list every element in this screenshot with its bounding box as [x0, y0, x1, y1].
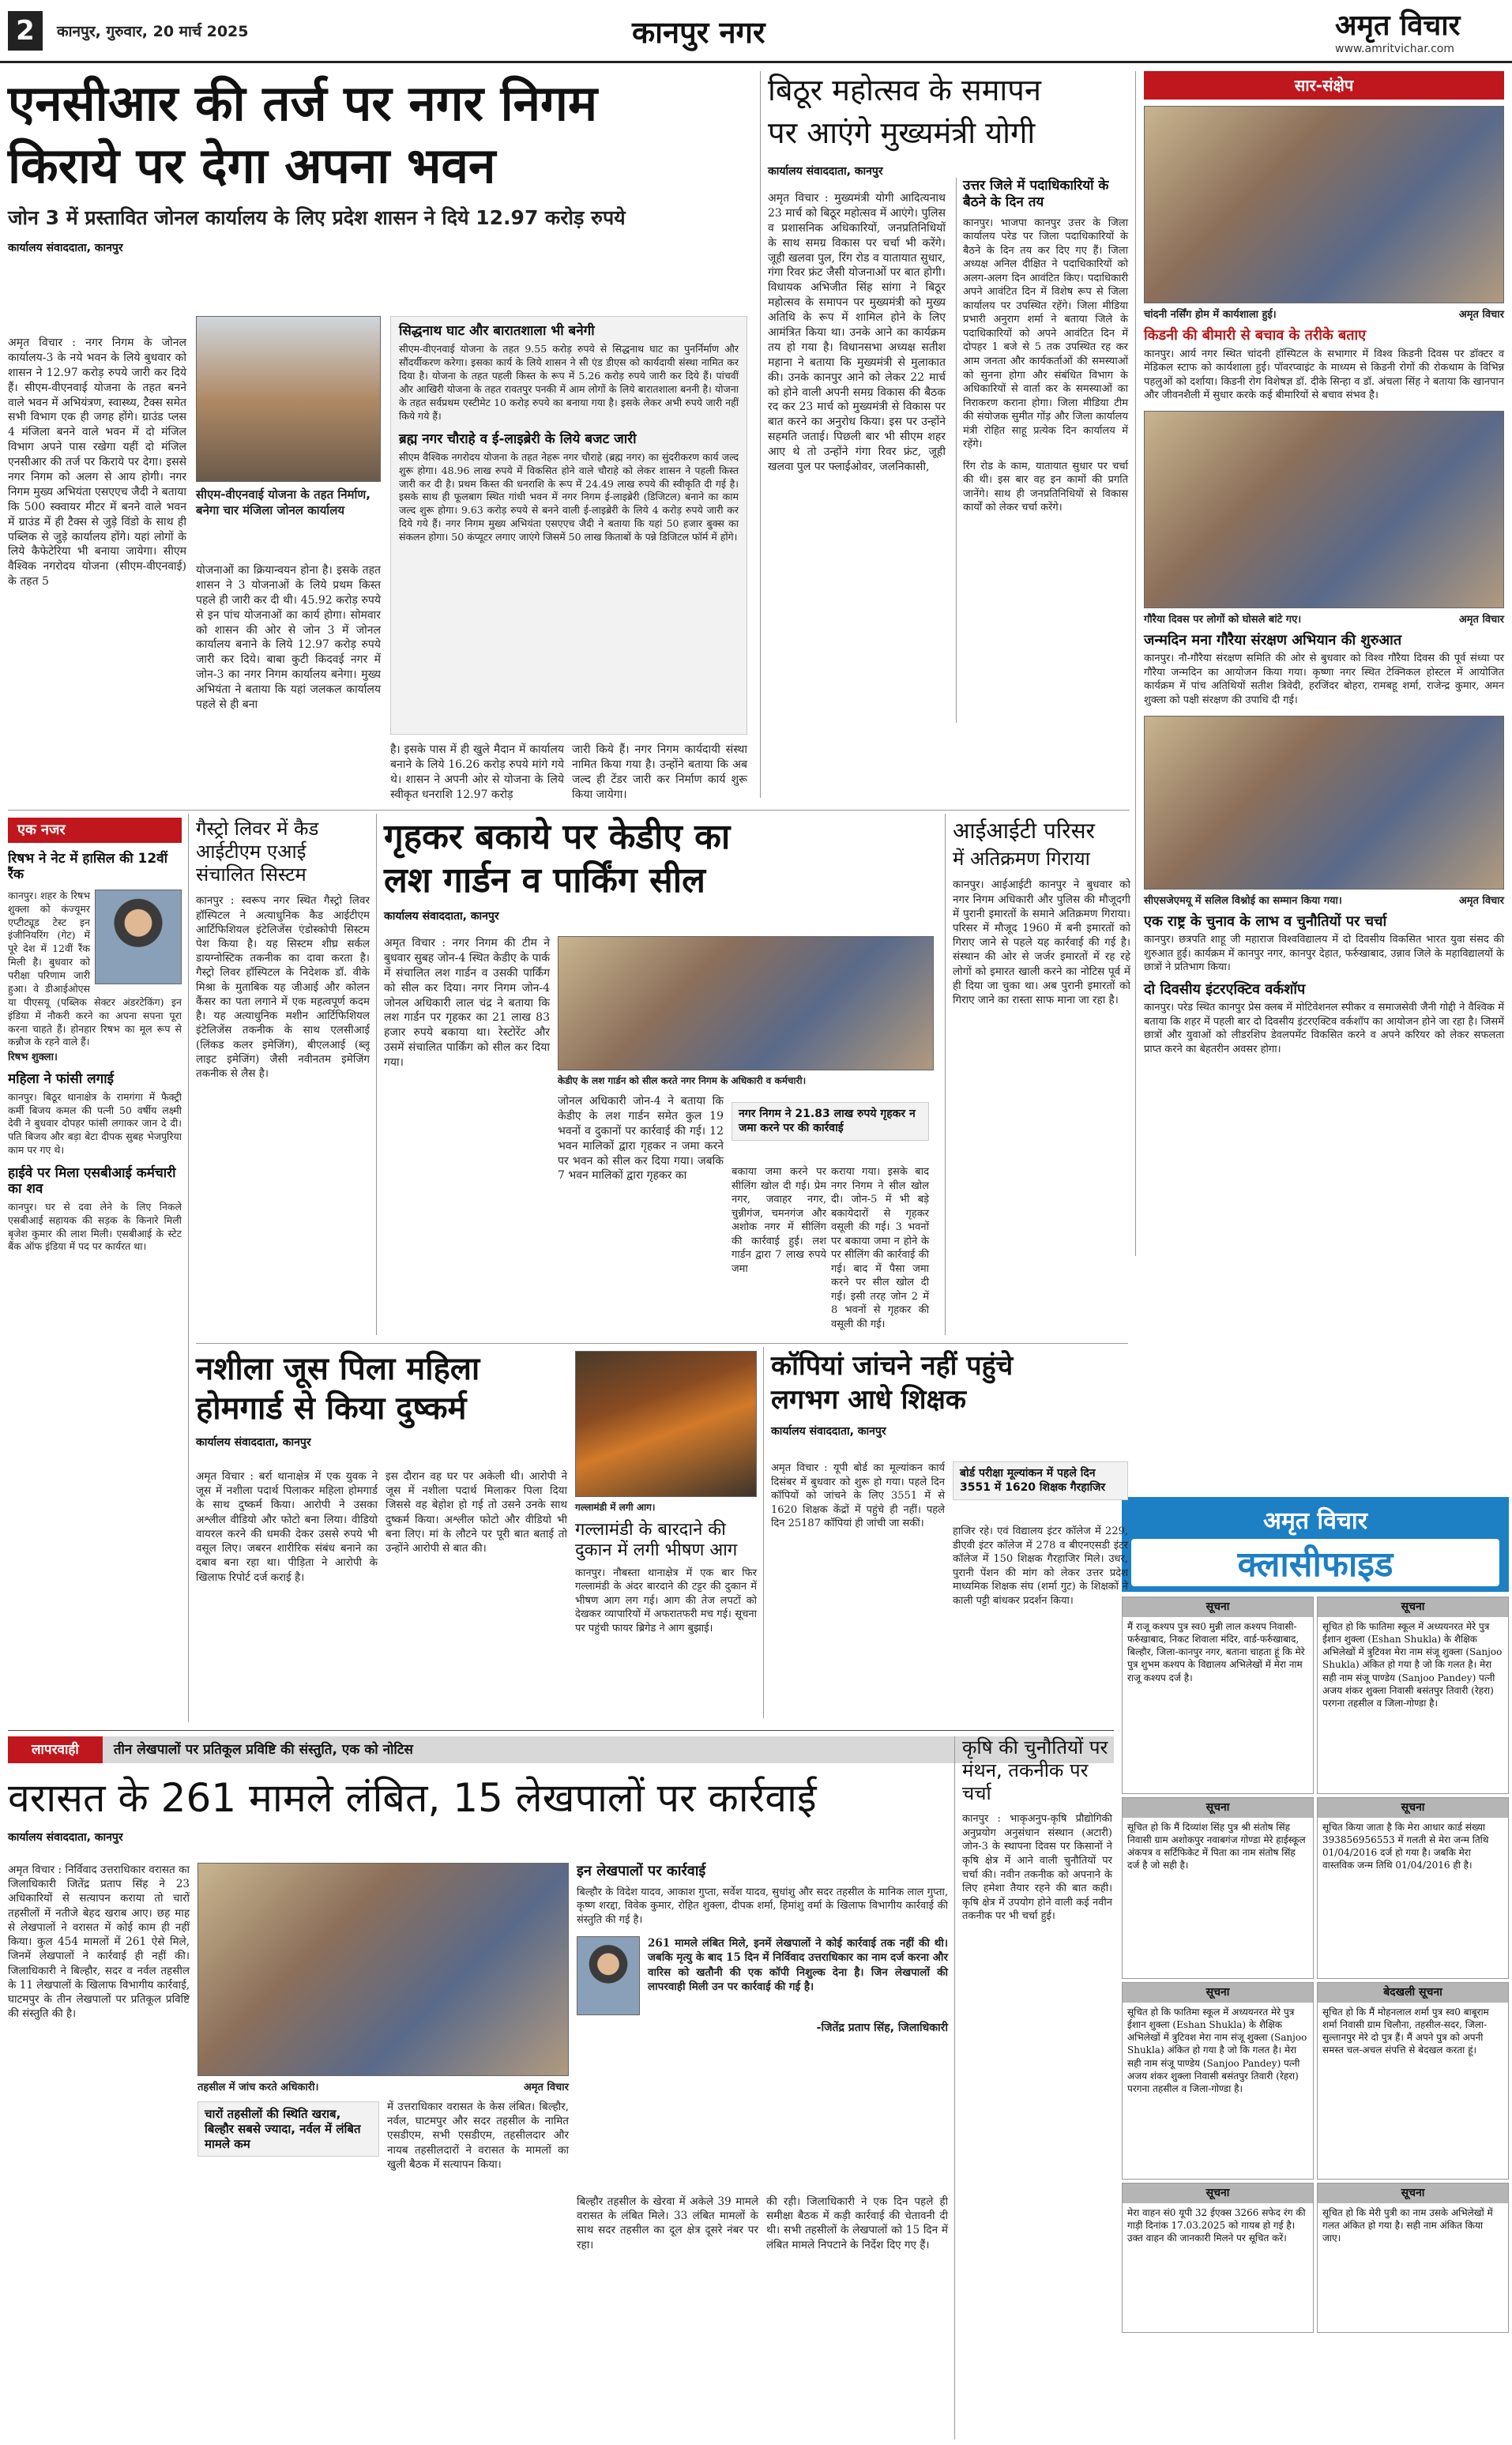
bjp-box — [956, 178, 1128, 723]
classified-section — [1122, 1497, 1509, 2441]
body-text: अमृत विचार : निर्विवाद उत्तराधिकार वरासत का जिलाधिकारी जितेंद्र प्रताप सिंह ने 23 अधिकारियों से सत्यापन कराया तो चारों तहसीलों में नतीजे बेहद खराब आए। छह माह से लेखपालों ने वरासत में कोई काम ही नहीं किया। कुल 454 मामलों में 261 ऐसे मिले, जिनमें लेखपालों ने कार्रवाई ही नहीं की। जिलाधिकारी ने बिल्हौर, सदर व नर्वल तहसील के 11 लेखपालों के खिलाफ विभागीय कार्रवाई, घाटमपुर के तीन लेखपालों पर प्रतिकूल प्रविष्टि की संस्तुति की है। — [8, 1864, 190, 2021]
headline-line1: बिठूर महोत्सव के समापन — [768, 73, 1041, 107]
notice-text: सूचित किया जाता है कि मेरा आधार कार्ड संख्या 393856956553 में गलती से मेरा जन्म तिथि 01/04/2016 दर्ज हो गया है। जबकि मेरा वास्तविक जन्म तिथि 01/04/2016 ही है। — [1322, 1821, 1489, 1871]
photo-caption: गल्लामंडी में लगी आग। — [575, 1502, 656, 1513]
dateline: कार्यालय संवाददाता, कानपुर — [8, 1831, 123, 1844]
dateline: कार्यालय संवाददाता, कानपुर — [771, 1425, 886, 1439]
dateline: कार्यालय संवाददाता, कानपुर — [8, 242, 123, 255]
story-inheritance — [8, 1736, 1114, 2439]
story-subhead: जोन 3 में प्रस्तावित जोनल कार्यालय के लिए प्रदेश शासन ने दिये 12.97 करोड़ रुपये — [8, 205, 626, 229]
classified-grid — [1122, 1597, 1509, 2333]
body-text: अमृत विचार : नगर निगम की टीम ने बुधवार सुबह जोन-4 स्थित केडीए के पार्क में संचालित लश गार्डन व उसकी पार्किंग को सील कर दिया। नगर निगम जोन-4 जोनल अधिकारी लाल चंद्र ने बताया कि लश गार्डन पर गृहकर का 21 लाख 83 हजार रुपये बकाया था। रेस्टोरेंट और उसमें संचालित पार्किंग को सील कर दिया गया। — [384, 937, 550, 1070]
section-tag: एक नजर — [8, 818, 182, 843]
box-title: ब्रह्म नगर चौराहे व ई-लाइब्रेरी के लिये बजट जारी — [399, 431, 637, 447]
story-column-1 — [8, 336, 186, 591]
notice-text: सूचित हो कि मैं दिव्यांश सिंह पुत्र श्री संतोष सिंह निवासी ग्राम अशोकपुर नवाबगंज गोण्डा मेरे हाईस्कूल अंकपत्र व सर्टिफिकेट में पिता का नाम संतोष सिंह दर्ज है जो सही है। — [1127, 1821, 1306, 1871]
story-agriculture — [962, 1736, 1112, 2439]
photo-caption: गौरैया दिवस पर लोगों को घोसले बांटे गए। — [1144, 613, 1302, 626]
story-column-4 — [831, 1165, 929, 1333]
info-box — [390, 316, 747, 735]
masthead — [0, 0, 1512, 63]
list-text: बिल्हौर के विदेश यादव, आकाश गुप्ता, सर्वेश यादव, सुधांशु और सदर तहसील के मानिक लाल गुप्ता, कृष्ण शरद्दा, विवेक कुमार, रोहित शुक्ला, दीपक शर्मा, हिमांशु वर्मा के खिलाफ विभागीय कार्रवाई की संस्तुति की गई है। — [577, 1886, 948, 1926]
story-column-3 — [390, 743, 564, 804]
news-text: कानपुर। आर्य नगर स्थित चांदनी हॉस्पिटल के सभागार में विश्व किडनी दिवस पर डॉक्टर व मेडिकल स्टाफ को कार्यशाला हुई। पॉवरप्वाइंट के माध्यम से किडनी रोगों की रोकथाम के विभिन्न पहलुओं को दर्शाया। किडनी रोग विशेषज्ञ डॉ. दीके सिन्हा व डॉ. अंचला सिंह ने बताया कि खानपान और जीवनशैली में सुधार करके कई बीमारियों से बचाव संभव है। — [1144, 348, 1504, 402]
news-title: किडनी की बीमारी से बचाव के तरीके बताए — [1144, 327, 1367, 344]
kidney-workshop-photo — [1144, 106, 1504, 303]
story-column-1 — [771, 1461, 945, 1533]
body-text: योजनाओं का क्रियान्वयन होना है। इसके तहत शासन ने 3 योजनाओं के लिये प्रथम किस्त पहले ही जारी कर दी थी। 45.92 करोड़ रुपये से इन पांच योजनाओं का कार्य होगा। सोमवार को शासन की ओर से जोन 3 में जोनल कार्यालय बनाने के लिये 12.97 करोड़ रुपये जारी कर दिये। बाबा कुटी किदवई नगर में जोन-3 का नगर निगम कार्यालय बनेगा। मुख्य अभियंता ने बताया कि यहां जलकल कार्यालय पहले से ही बना — [196, 564, 381, 712]
story-column-1 — [8, 1863, 190, 2022]
body-text: अमृत विचार : नगर निगम के जोनल कार्यालय-3 के नये भवन के लिये बुधवार को शासन ने 12.97 करोड़ रुपये जारी कर दिये हैं। सीएम-वीएनवाई योजना के तहत बनने वाले भवन में अभियंत्रण, स्वास्थ्य, टैक्स समेत सभी विभाग एक ही जगह होंगे। ग्राउंड प्लस 4 मंजिला बनने वाले भवन में दो मंजिल विभाग अपने पास रखेगा यहीं दो मंजिल एनसीआर की तर्ज पर किराये पर देगा। इससे नगर निगम को अलग से आय होगी। नगर निगम मुख्य अभियंता एसएएच जैदी ने बताया कि 500 स्क्वायर मीटर में बनने वाले भवन में ग्राउंड में ही टैक्स से जुड़े विंडो के साथ ही पब्लिक से जुड़े कार्यालय होंगे। यहां लोगों के लिये कैफेटेरिया भी बनाया जायेगा। सीएम वैश्विक नगरोदय योजना (सीएम-वीएनवाई) के तहत 5 — [8, 337, 186, 589]
headline-line2: पर आएंगे मुख्यमंत्री योगी — [768, 115, 1036, 150]
news-title: हाईवे पर मिला एसबीआई कर्मचारी का शव — [8, 1165, 176, 1198]
photo-credit: अमृत विचार — [1458, 613, 1504, 626]
headline-line2: में अतिक्रमण गिराया — [953, 847, 1090, 870]
section-tag: लापरवाही — [8, 1736, 103, 1763]
box-text: सीएम वैश्विक नगरोदय योजना के तहत नेहरू नगर चौराहे (ब्रह्म नगर) का सुंदरीकरण कार्य जल्द शुरू होगा। 48.96 लाख रुपये में विकसित होने वाले चौराहे को लेकर शासन ने पहली किस्त जारी कर दी है। प्रथम किस्त की धनराशि के रूप में 24.49 लाख रुपये की स्वीकृति दी गई है। इसके साथ ही फूलबाग स्थित गांधी भवन में नगर निगम ई-लाइब्रेरी (डिजिटल) बनाने का काम जल्द शुरू होगा। 9.63 करोड़ रुपये से बनने वाली ई-लाइब्रेरी के लिये 4 करोड़ रुपये जारी कर दिये गये हैं। नगर निगम मुख्य अभियंता एसएएच जैदी ने बताया कि यहां 50 हजार बुक्स का संकलन होगा। 50 कंप्यूटर लगाए जाएंगे जिसमें 50 लाख किताबों के पन्ने डिजिटल फॉर्म में होंगे। — [399, 450, 739, 543]
box-text: कानपुर। भाजपा कानपुर उत्तर के जिला कार्यालय परेड पर जिला पदाधिकारियों के बैठने के दिन तय कर दिए गए हैं। जिला अध्यक्ष अनिल दीक्षित ने पदाधिकारियों को अलग-अलग दिन आवंटित किए। पदाधिकारी अपने आवंटित दिन में विशेष रूप से जिला कार्यालय पर उपस्थित रहेंगे। जिला मीडिया प्रभारी अनुराग शर्मा ने बताया जिले के पदाधिकारियों को अपने आवंटित दिन में दोपहर 1 बजे से 5 तक उपस्थित रह कर आम जनता और कार्यकर्ताओं की समस्याओं को सुनना होगा और संबंधित विभाग के अधिकारियों से वार्ता कर के समस्याओं का निराकरण कराना होगा। जिला मीडिया टीम की संयोजक सुमीत गोंड़ और जिला कार्यालय मंत्री रोहित साहू प्रत्येक दिन कार्यालय में रहेंगे। — [963, 216, 1128, 451]
notice-text: मैं राजू कश्यप पुत्र स्व0 मुन्नी लाल कश्यप निवासी-फर्रुखाबाद, निकट शिवाला मंदिर, वार्ड-फर्रुखाबाद, बिल्हौर, जिला-कानपुर नगर, बताना चाहता हूं कि मेरे पुत्र शुभम कश्यप के विद्यालय अभिलेखों में मेरा नाम राजू कश्यप दर्ज है। — [1127, 1620, 1305, 1683]
classified-notice — [1317, 1982, 1509, 2180]
story-column-2: में उत्तराधिकार वरासत के केस लंबित। बिल्हौर, नर्वल, घाटमपुर और सदर तहसील के नामित एसडीएम, सभी एसडीएम, तहसीलदार और नायब तहसीलदारों ने वरासत के मामलों का खुली बैठक में सत्यापन किया। — [387, 2101, 569, 2171]
dm-photo — [577, 1936, 640, 2015]
news-text: कानपुर। बिठूर थानाक्षेत्र के रामगंगा में फैक्ट्री कर्मी बिजय कमल की पत्नी 50 वर्षीय लक्ष्मी देवी ने बुधवार दोपहर फांसी लगाकर जान दे दी। पति बिजय और बड़ा बेटा दीपक सुबह भेजपुरिया काम पर गए थे। — [8, 1090, 182, 1157]
classified-notice — [1122, 1597, 1314, 1794]
notice-text: सूचित हो कि फातिमा स्कूल में अध्ययनरत मेरे पुत्र ईशान शुक्ला (Eshan Shukla) के शैक्षिक अभिलेखों में त्रुटिवश मेरा नाम संजू शुक्ला (Sanjoo Shukla) अंकित हो गया है जो कि गलत है। मेरा सही नाम संजू पाण्डेय (Sanjoo Pandey) पत्नी अजय शंकर शुक्ला निवासी बसंतपुर तिवारी (रेहरा) परगना तहसील व जिला-गोण्डा है। — [1127, 2006, 1307, 2095]
news-text: कानपुर। नौ-गौरैया संरक्षण समिति की ओर से बुधवार को विश्व गौरैया दिवस की पूर्व संध्या पर गौरैया जन्मदिन का आयोजन किया गया। कृष्णा नगर स्थित टेक्निकल होस्टल में आयोजित कार्यक्रम में पांच अतिथियों सतीश त्रिवेदी, हरजिंदर बोहरा, रामबहू शर्मा, राजेन्द्र कुमार, अमन शुक्ला को पक्षी संरक्षण की उपाधि दी गई। — [1144, 653, 1504, 707]
dateline: कार्यालय संवाददाता, कानपुर — [384, 910, 499, 923]
news-title: दो दिवसीय इंटरएक्टिव वर्कशॉप — [1144, 980, 1306, 998]
section-rule — [196, 1343, 1128, 1344]
story-column-1 — [196, 1469, 378, 1586]
headline: वरासत के 261 मामले लंबित, 15 लेखपालों पर कार्रवाई — [8, 1775, 817, 1821]
tehsil-inspection-photo — [197, 1863, 569, 2076]
headline-line1: नशीला जूस पिला महिला — [196, 1351, 480, 1387]
classified-brand: अमृत विचार — [1263, 1507, 1367, 1535]
story-column-1 — [768, 191, 946, 476]
info-box — [732, 1102, 929, 1141]
story-column-2 — [953, 1525, 1128, 1609]
notice-head: सूचना — [1318, 1798, 1508, 1818]
classified-notice — [1122, 1797, 1314, 1979]
quote-text: 261 मामले लंबित मिले, इनमें लेखपालों ने कोई कार्रवाई तक नहीं की थी। जबकि मृत्यु के बाद 15 दिन में निर्विवाद उत्तराधिकार का नाम दर्ज करना और वारिस को खतौनी की एक कॉपी निशुल्क देना है। जिन लेखपालों की लापरवाही मिली उन पर कार्रवाई की गई है। — [648, 1937, 948, 1993]
body-text: अमृत विचार : बर्रा थानाक्षेत्र में एक युवक ने जूस में नशीला पदार्थ पिलाकर महिला होमगार्ड के साथ दुष्कर्म किया। आरोपी ने उसका अश्लील वीडियो और फोटो बना लिया। वीडियो वायरल करने की धमकी देकर उससे रुपये भी वसूल लिए। जबरन शारीरिक संबंध बनाने का दबाव बना रहा था। पीड़िता ने आरोपी के खिलाफ रिपोर्ट दर्ज कराई है। — [196, 1470, 378, 1584]
sub-headline: गल्लामंडी के बारदाने की दुकान में लगी भीषण आग — [575, 1520, 738, 1561]
body-text: कानपुर। नौबस्ता थानाक्षेत्र में एक बार फिर गल्लामंडी के अंदर बारदाने की टट्टर की दुकान में भीषण आग लग गई। आग की तेज लपटों को देखकर व्यापारियों में अफरातफरी मच गई। सूचना पर पहुंची फायर ब्रिगेड ने आग बुझाई। — [575, 1567, 757, 1634]
story-photo-block — [558, 936, 934, 1094]
photo-caption: तहसील में जांच करते अधिकारी। — [197, 2082, 319, 2093]
notice-head: सूचना — [1318, 1597, 1508, 1617]
body-text: हाजिर रहे। एवं विद्यालय इंटर कॉलेज में 229, डीएवी इंटर कॉलेज में 278 व बीएनएसडी इंटर कॉलेज में 150 शिक्षक गैरहाजिर मिले। उधर, पुरानी पेंशन की मांग को लेकर उत्तर प्रदेश माध्यमिक शिक्षक संघ (शर्मा गुट) के शिक्षकों ने काली पट्टी बांधकर प्रदर्शन किया। — [953, 1525, 1128, 1607]
csjmu-photo — [1144, 716, 1504, 890]
notice-head: सूचना — [1123, 1983, 1313, 2003]
section-name: कानपुर नगर — [632, 15, 765, 50]
fire-photo-block — [575, 1351, 757, 1722]
story-column-3 — [577, 2195, 758, 2254]
body-text: कानपुर : स्वरूप नगर स्थित गैस्ट्रो लिवर हॉस्पिटल ने अत्याधुनिक कैड आईटीएम आर्टिफिशियल इंटेलिजेंस एंडोस्कोपी सिस्टम पेश किया है। यह सिस्टम शीघ्र सर्कल डायग्नोस्टिक तकनीक का दावा करता है। गैस्ट्रो लिवर हॉस्पिटल के निदेशक डॉ. वीके मिश्रा के मुताबिक यह जीआई और कोलन कैंसर का पता लगाने में एक महत्वपूर्ण कदम है। यह अत्याधुनिक मशीन आर्टिफिशियल इंटेलिजेंस तकनीक के साथ एलसीआई (लिंकड कलर इमेजिंग), बीएलआई (ब्लू लाइट इमेजिंग) जैसी नवीनतम इमेजिंग तकनीक से लैस है। — [196, 894, 370, 1081]
news-title: जन्मदिन मना गौरैया संरक्षण अभियान की शुरुआत — [1144, 631, 1402, 649]
list-title: इन लेखपालों पर कार्रवाई — [577, 1863, 706, 1879]
website[interactable]: www.amritvichar.com — [1335, 43, 1455, 55]
story-column-2 — [558, 1094, 724, 1185]
notice-text: सूचित हो कि मेरी पुत्री का नाम उसके अभिलेखों में गलत अंकित हो गया है। सही नाम अंकित किया जाए। — [1322, 2206, 1493, 2244]
photo-credit: अमृत विचार — [1458, 894, 1504, 907]
column-rule — [763, 1347, 764, 1718]
classified-notice — [1122, 1982, 1314, 2180]
column-rule — [760, 71, 761, 798]
notice-head: सूचना — [1123, 1798, 1313, 1818]
story-column-4 — [572, 743, 747, 804]
box-title: चारों तहसीलों की स्थिति खराब, बिल्हौर सबसे ज्यादा, नर्वल में लंबित मामले कम — [197, 2101, 379, 2157]
brand-logo: अमृत विचार — [1335, 9, 1461, 42]
news-title: रिषभ ने नेट में हासिल की 12वीं रैंक — [8, 851, 168, 883]
photo-caption: केडीए के लश गार्डन को सील करते नगर निगम के अधिकारी व कर्मचारी। — [558, 1075, 807, 1086]
story-column-3: रिंग रोड के काम, यातायात सुधार पर चर्चा की थी। इस बार वह इन कामों की प्रगति जानेंगे। साथ ही जनप्रतिनिधियों से विकास कार्यों को लेकर चर्चा करेंगे। — [963, 460, 1128, 514]
headline-line1: गृहकर बकाये पर केडीए का — [384, 817, 731, 857]
story-column-2 — [386, 1469, 567, 1557]
news-title: एक राष्ट्र के चुनाव के लाभ व चुनौतियों पर चर्चा — [1144, 912, 1387, 930]
story-column-1 — [384, 936, 550, 1072]
section-tag: सार-संक्षेप — [1144, 71, 1504, 100]
story-gastro — [196, 818, 370, 1339]
photo-caption: रिषभ शुक्ला। — [8, 1051, 58, 1064]
notice-text: मेरा वाहन सं0 यूपी 32 ईएक्स 3266 सफेद रंग की गाड़ी दिनांक 17.03.2025 को गायब हो गई है। उक्त वाहन की जानकारी मिलने पर सूचित करें। — [1127, 2206, 1306, 2244]
notice-head: सूचना — [1123, 1597, 1313, 1617]
classified-banner — [1122, 1497, 1509, 1592]
fire-photo — [575, 1351, 757, 1497]
story-kda — [384, 818, 937, 1339]
column-rule — [945, 814, 946, 1335]
headline-line2: लश गार्डन व पार्किंग सील — [384, 860, 705, 901]
headline-line1: आईआईटी परिसर — [953, 818, 1095, 844]
column-rule — [1135, 71, 1136, 1256]
headline: कृषि की चुनौतियों पर मंथन, तकनीक पर चर्चा — [962, 1736, 1108, 1804]
body-text: जारी किये हैं। नगर निगम कार्यदायी संस्था नामित किया गया है। उन्होंने बताया कि अब जल्द ही टेंडर जारी कर निर्माण कार्य शुरू किया जायेगा। — [572, 743, 747, 801]
story-iit — [953, 818, 1130, 1339]
story-column-3 — [732, 1165, 826, 1277]
section-rule — [8, 1730, 1114, 1731]
body-text: कानपुर। आईआईटी कानपुर ने बुधवार को नगर निगम अधिकारी और पुलिस की मौजूदगी में पुरानी इमारतों के समाने अतिक्रमण गिराया। परिसर में मौजूद 1960 में बनी इमारतों को गिराए जाने से पहले यह कार्रवाई की गई है। संस्थान की ओर से जर्जर इमारतों में रह रहे लोगों को इमारत खाली करने का नोटिस पूर्व में ही दिया जा चुका था। अब पुरानी इमारतों को गिराए जाने का रास्ता साफ माना जा रहा है। — [953, 878, 1130, 1007]
rishabh-photo — [95, 890, 182, 984]
photo-caption: सीएसजेएमयू में सलिल विश्नोई का सम्मान किया गया। — [1144, 894, 1342, 907]
story-column-2 — [196, 563, 381, 714]
column-rule — [188, 814, 189, 1722]
headline-line2: होमगार्ड से किया दुष्कर्म — [196, 1390, 467, 1427]
body-text: अमृत विचार : मुख्यमंत्री योगी आदित्यनाथ 23 मार्च को बिठूर महोत्सव में आएंगे। पुलिस व प्रशासनिक अधिकारियों, जनप्रतिनिधियों के साथ समग्र विकास पर चर्चा भी करेंगे। जूही खलवा पुल, रिंग रोड व यातायात सुधार, गंगा रिवर फ्रंट जैसी योजनाओं पर बात होगी। विधायक अभिजीत सिंह सांगा ने बिठूर महोत्सव के समापन पर मुख्यमंत्री को मुख्य अतिथि के रूप में शामिल होने के लिए आमंत्रित किया था। उनके आने का कार्यक्रम तय हो गया है। विधानसभा अध्यक्ष सतीश महाना ने बताया कि मुख्यमंत्री से मुलाकात की। उनके कानपुर आने को लेकर 22 मार्च को होने वाली अपनी समग्र विकास की बैठक रद कर 23 मार्च को मुख्यमंत्री से विकास पर बात करने का अनुरोध किया। इस पर उन्होंने सहमति जताई। पिछली बार भी सीएम शहर आए थे तो उन्होंने गंगा रिवर फ्रंट, जूही खलवा पुल पर फ्लाईओवर, जलनिकासी, — [768, 192, 946, 474]
column-rule — [954, 1736, 955, 2439]
body-text: इस दौरान वह घर पर अकेली थी। आरोपी ने जूस में नशीला पदार्थ मिलाकर पिला दिया जिससे वह बेहोश हो गई तो उसने उनके साथ दुष्कर्म किया। अश्लील फोटो और वीडियो भी बना लिए। मां के लौटने पर पूरी बात बताई तो उन्होंने आरोपी से बात की। — [386, 1470, 567, 1555]
action-list-box — [577, 1863, 948, 2195]
story-photo-block — [196, 316, 381, 553]
sealing-photo — [558, 936, 934, 1070]
dateline: कार्यालय संवाददाता, कानपुर — [768, 165, 883, 179]
sidebar — [1144, 71, 1504, 1493]
story-ncr — [8, 75, 750, 802]
notice-text: सूचित हो कि फातिमा स्कूल में अध्ययनरत मेरे पुत्र ईशान शुक्ला (Eshan Shukla) के शैक्षिक अभिलेखों में त्रुटिवश मेरा नाम संजू शुक्ला (Sanjoo Shukla) अंकित हो गया है जो कि गलत है। मेरा सही नाम संजू पाण्डेय (Sanjoo Pandey) पत्नी अजय शंकर शुक्ला निवासी बसंतपुर तिवारी (रेहरा) परगना तहसील व जिला-गोण्डा है। — [1322, 1620, 1503, 1710]
sparrow-day-photo — [1144, 411, 1504, 608]
body-text: कराया गया। इसके बाद नगर निगम ने सील खोल दी। जोन-5 में भी बड़े बकायेदारों से गृहकर वसूली की गई। 3 भवनों पर बकाया जमा न होने के पर सीलिंग की कार्रवाई की गई। बाद में पैसा जमा करने पर सील खोल दी गई। इसी तरह जोन 2 में 8 भवनों से गृहकर की वसूली की गई। — [831, 1166, 929, 1331]
box-text: सीएम-वीएनवाई योजना के तहत 9.55 करोड़ रुपये से सिद्धनाथ घाट का पुनर्निर्माण और सौंदर्यीकरण करेगा। इसका कार्य के लिये शासन ने सी एंड डीएस को कार्यदायी संस्था नामित कर दिया है। योजना के तहत पहली किस्त के रूप में 5.26 करोड़ रुपये जारी कर दिये हैं। पांचवीं और आखिरी योजना के तहत रावतपुर पनकी में आम लोगों के लिये बारातशाला बननी है। योजना के तहत सर्वप्रथम एस्टीमेट 10 करोड़ रुपये का बनाया गया है। इसके लेकर अभी रुपये जारी नहीं किये गये हैं। — [399, 343, 739, 422]
headline-line2: लगभग आधे शिक्षक — [771, 1384, 966, 1416]
date-line: कानपुर, गुरुवार, 20 मार्च 2025 — [57, 23, 249, 40]
photo-credit: अमृत विचार — [1458, 309, 1504, 321]
classified-notice — [1122, 2183, 1314, 2333]
story-homeguard — [196, 1351, 757, 1722]
news-text: कानपुर। छत्रपति शाहू जी महाराज विश्वविद्यालय में दो दिवसीय विकसित भारत युवा संसद की शुरुआत हुई। कार्यक्रम में कानपुर नगर, कानपुर देहात, फर्रुखाबाद, उन्नाव जिले के महाविद्यालयों के छात्रों ने प्रतिभाग किया। — [1144, 934, 1504, 974]
news-text: कानपुर। परेड स्थित कानपुर प्रेस क्लब में मोटिवेशनल स्पीकर व समाजसेवी जैनी गोद्दी ने वैश्विक में बताया कि शहर में पहली बार दो दिवसीय इंटरएक्टिव वर्कशॉप का आयोजन होने जा रहा है। जिसमें छात्रों और युवाओं को लीडरशिप डेवलपमेंट विकसित करने व अपने करियर को लेकर सफलता प्राप्त करने का बेहतरीन अवसर होगा। — [1144, 1002, 1504, 1056]
building-photo — [196, 316, 381, 482]
box-title: उत्तर जिले में पदाधिकारियों के बैठने के दिन तय — [963, 178, 1109, 211]
headline-line1: कॉपियां जांचने नहीं पहुंचे — [771, 1350, 1014, 1382]
notice-head: बेदखली सूचना — [1318, 1983, 1508, 2003]
quote-author: -जितेंद्र प्रताप सिंह, जिलाधिकारी — [816, 2022, 948, 2035]
photo-caption: चांदनी नर्सिंग होम में कार्यशाला हुई। — [1144, 309, 1277, 321]
classified-title: क्लासीफाइड — [1131, 1539, 1499, 1586]
headline-line1: एनसीआर की तर्ज पर नगर निगम — [8, 74, 598, 132]
headline-line2: किराये पर देगा अपना भवन — [8, 137, 496, 195]
box-title: बोर्ड परीक्षा मूल्यांकन में पहले दिन 3551 में 1620 शिक्षक गैरहाजिर — [960, 1467, 1106, 1494]
notice-head: सूचना — [1318, 2184, 1508, 2203]
body-text: अमृत विचार : यूपी बोर्ड का मूल्यांकन कार्य दिसंबर में बुधवार को शुरू हो गया। पहले दिन कॉपियों को जांचने के लिए 3551 में से 1620 शिक्षक केंद्रों में पहुंचे ही नहीं। पहले दिन 25187 कॉपियां ही जांची जा सकीं। — [771, 1462, 945, 1530]
story-copies — [771, 1351, 1130, 1722]
kicker: तीन लेखपालों पर प्रतिकूल प्रविष्टि की संस्तुति, एक को नोटिस — [103, 1736, 1114, 1763]
photo-credit: अमृत विचार — [523, 2082, 569, 2093]
dateline: कार्यालय संवाददाता, कानपुर — [196, 1436, 311, 1449]
page-number: 2 — [8, 11, 43, 51]
box-title: नगर निगम ने 21.83 लाख रुपये गृहकर न जमा करने पर की कार्रवाई — [739, 1108, 916, 1134]
info-box — [953, 1461, 1128, 1500]
story-column-4 — [766, 2195, 948, 2254]
body-text: की रही। जिलाधिकारी ने एक दिन पहले ही समीक्षा बैठक में कड़ी कार्रवाई की चेतावनी दी थी। सभी तहसीलों के लेखपालों को 15 दिन में लंबित मामले निपटाने के निर्देश दिए गए हैं। — [766, 2195, 948, 2251]
classified-notice — [1317, 1797, 1509, 1979]
news-title: महिला ने फांसी लगाई — [8, 1071, 114, 1088]
body-text: बिल्हौर तहसील के खेरवा में अकेले 39 मामले वरासत के लंबित मिले। 33 लंबित मामलों के साथ सदर तहसील का दूल क्षेत्र दूसरे नंबर पर रहा। — [577, 2195, 758, 2251]
classified-notice — [1317, 1597, 1509, 1794]
body-text: बकाया जमा करने पर सीलिंग खोल दी गई। प्रेम नगर, जवाहर नगर, चुन्नीगंज, चमनगंज और अशोक नगर में सीलिंग की कार्रवाई हुई। लश गार्डन द्वारा 7 लाख रुपये जमा — [732, 1166, 826, 1275]
body-text: कानपुर : भाकृअनुप-कृषि प्रौद्योगिकी अनुप्रयोग अनुसंधान संस्थान (अटारी) जोन-3 के स्थापना दिवस पर किसानों ने कृषि क्षेत्र में आने वाली चुनौतियों पर चर्चा की। नवीन तकनीक को अपनाने के लिए हमेशा तैयार रहने की बात कही। कृषि क्षेत्र में उपयोग होने वाली कई नवीन तकनीक पर भी चर्चा हुई। — [962, 1813, 1112, 1923]
news-text: कानपुर। शहर के रिषभ शुक्ला को कंज्यूमर एप्टीट्यूड टेस्ट इन इंजीनियरिंग (गेट) में पूरे देश में 12वीं रैंक मिली है। बुधवार को परीक्षा परिणाम जारी हुआ। वे डीआईओएस या पीएसयू (पब्लिक सेक्टर अंडरटेकिंग) इन इंडिया में नौकरी करने का अपना सपना पूरा करना चाहते हैं। होनहार रिषभ का मूल रूप से कन्नौज के रहने वाले हैं। — [8, 889, 182, 1048]
column-rule — [376, 814, 377, 1335]
news-text: कानपुर। घर से दवा लेने के लिए निकले एसबीआई सहायक की सड़क के किनारे मिली बृजेश कुमार की लाश मिली। एसबीआई के स्टेट बैंक ऑफ इंडिया में पद पर कार्यरत था। — [8, 1200, 182, 1253]
body-text: जोनल अधिकारी जोन-4 ने बताया कि केडीए के लश गार्डन समेत कुल 19 भवनों व दुकानों पर कार्रवाई की गई। 12 भवन मालिकों द्वारा गृहकर न जमा करने पर भवन को सील कर दिया गया। जबकि 7 भवन मालिकों द्वारा गृहकर का — [558, 1095, 724, 1183]
body-text: है। इसके पास में ही खुले मैदान में कार्यालय बनाने के लिये 16.26 करोड़ रुपये मांगे गये थे। शासन ने अपनी ओर से योजना के लिये स्वीकृत धनराशि 12.97 करोड़ — [390, 743, 564, 801]
section-rule — [8, 810, 1130, 811]
story-photo-block — [197, 1863, 569, 2242]
photo-caption: सीएम-वीएनवाई योजना के तहत निर्माण, बनेगा चार मंजिला जोनल कार्यालय — [196, 487, 370, 517]
ek-nazar — [8, 818, 182, 1722]
box-title: सिद्धनाथ घाट और बारातशाला भी बनेगी — [399, 323, 595, 339]
notice-text: सूचित हो कि मैं मोहनलाल शर्मा पुत्र स्व0 बाबूराम शर्मा निवासी ग्राम चिलौना, तहसील-सदर, जिला-सुल्तानपुर मेरे दो पुत्र हैं। मैं अपने पुत्र को अपनी समस्त चल-अचल संपत्ति से बेदखल करता हूं। — [1322, 2006, 1489, 2056]
notice-head: सूचना — [1123, 2184, 1313, 2203]
classified-notice — [1317, 2183, 1509, 2333]
headline: गैस्ट्रो लिवर में कैड आईटीएम एआई संचालित सिस्टम — [196, 818, 319, 886]
